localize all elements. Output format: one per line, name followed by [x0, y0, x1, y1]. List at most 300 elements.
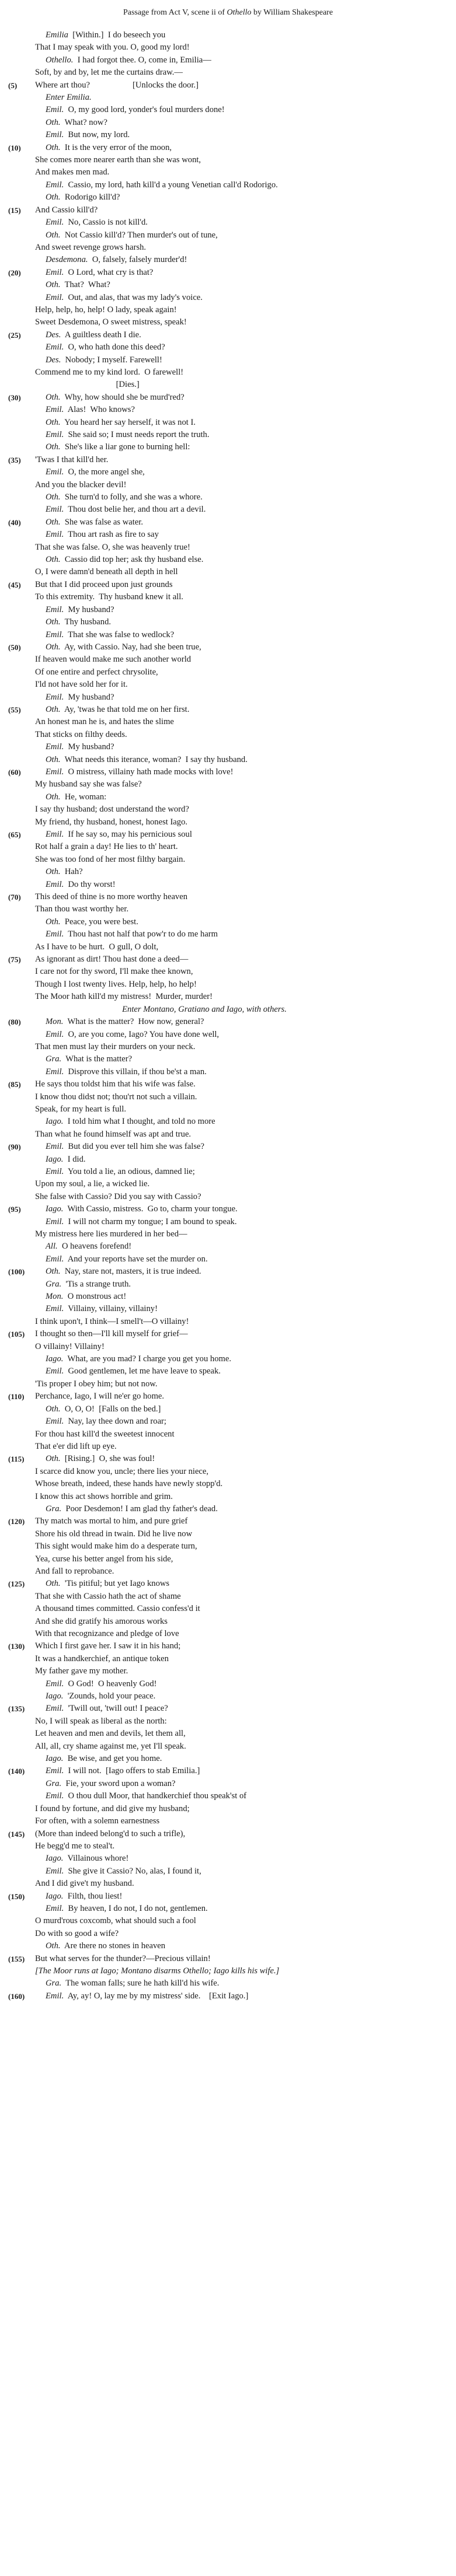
line-body — [35, 1354, 231, 1364]
line-text: My husband? — [64, 692, 114, 702]
line-number: (100) — [8, 1267, 25, 1277]
line-body — [35, 455, 108, 464]
line-text: Peace, you were best. — [60, 917, 138, 927]
line-body — [35, 1629, 179, 1638]
line-text: That sticks on filthy deeds. — [35, 729, 127, 739]
speaker-name: Des. — [46, 330, 61, 340]
line-body — [35, 467, 145, 477]
passage-line — [0, 1403, 444, 1415]
speaker-name: Oth. — [46, 1404, 61, 1414]
passage-line — [0, 629, 444, 641]
line-text: O murd'rous coxcomb, what should such a fool — [35, 1916, 196, 1926]
passage-line — [0, 1016, 444, 1028]
line-text: What? now? — [60, 117, 107, 127]
line-body — [35, 955, 188, 964]
speaker-name: Oth. — [46, 517, 61, 527]
line-text: Why, how should she be murd'red? — [60, 392, 185, 402]
line-text: If heaven would make me such another world — [35, 655, 192, 665]
line-text: I know thou didst not; thou'rt not such a villain. — [35, 1092, 197, 1102]
line-number: (135) — [8, 1704, 25, 1714]
line-body — [35, 330, 141, 340]
line-text: What is the matter? — [61, 1054, 133, 1064]
line-text: What is the matter? How now, general? — [63, 1017, 204, 1027]
passage-line — [0, 1141, 444, 1153]
passage-line — [0, 829, 444, 841]
line-body — [35, 1292, 126, 1301]
passage-line — [0, 729, 444, 741]
line-text: She's like a liar gone to burning hell: — [60, 442, 190, 452]
line-text: She was too fond of her most filthy bargain. — [35, 854, 186, 864]
line-body — [35, 942, 158, 952]
line-body — [35, 530, 159, 539]
passage-line — [0, 591, 444, 603]
passage-line — [0, 978, 444, 991]
line-text: 'Zounds, hold your peace. — [63, 1691, 156, 1701]
line-body — [35, 1204, 238, 1214]
passage-line — [0, 704, 444, 716]
passage-line — [0, 454, 444, 466]
line-text: Thou art rash as fire to say — [64, 530, 159, 540]
passage-line — [0, 279, 444, 291]
line-text: Cassio did top her; ask thy husband else. — [60, 555, 204, 565]
line-text: With that recognizance and pledge of love — [35, 1629, 179, 1638]
speaker-name: Emil. — [46, 1866, 64, 1876]
line-body — [35, 317, 187, 327]
passage-line — [0, 404, 444, 416]
speaker-name: Iago. — [46, 1117, 64, 1127]
line-body — [35, 1017, 204, 1026]
passage-line — [0, 778, 444, 791]
passage-line — [0, 541, 444, 554]
speaker-name: Iago. — [46, 1204, 64, 1214]
line-text: A thousand times committed. Cassio confess'd it — [35, 1604, 200, 1614]
passage-line — [0, 1890, 444, 1903]
line-text: And sweet revenge grows harsh. — [35, 242, 147, 252]
line-body — [35, 1317, 189, 1326]
speaker-name: Emil. — [46, 630, 64, 639]
line-body — [35, 1167, 195, 1176]
passage-line — [0, 1690, 444, 1703]
speaker-name: Emilia — [46, 30, 68, 40]
line-body — [35, 1941, 165, 1951]
line-body — [35, 1929, 119, 1938]
passage-line — [0, 292, 444, 304]
passage-line — [0, 516, 444, 529]
line-text: Whose breath, indeed, these hands have newly stopp'd. — [35, 1479, 223, 1489]
passage-line — [0, 1865, 444, 1878]
line-body — [35, 580, 173, 589]
line-body — [35, 368, 183, 377]
line-number: (145) — [8, 1829, 25, 1838]
passage-line — [0, 354, 444, 366]
passage-line — [0, 866, 444, 878]
passage-header — [0, 8, 456, 18]
passage-line — [0, 1565, 444, 1578]
line-body — [35, 717, 174, 726]
line-body — [35, 1342, 105, 1351]
speaker-name: Iago. — [46, 1854, 64, 1864]
line-body — [35, 492, 203, 502]
line-text: O, the more angel she, — [64, 467, 145, 477]
passage-line — [0, 1341, 444, 1353]
passage-line — [0, 1053, 444, 1065]
line-body — [35, 130, 130, 139]
line-body — [35, 1704, 168, 1713]
speaker-name: Emil. — [46, 430, 64, 439]
passage-line — [0, 791, 444, 803]
line-text: Thy husband. — [60, 617, 112, 627]
speaker-name: Oth. — [46, 142, 61, 152]
line-body — [35, 68, 183, 77]
line-text: But what serves for the thunder?—Precious villain! — [35, 1953, 211, 1963]
line-body — [35, 1691, 155, 1701]
speaker-name: Mon. — [46, 1292, 64, 1302]
speaker-name: Oth. — [46, 117, 61, 127]
passage-line — [0, 1578, 444, 1590]
line-text: Than thou wast worthy her. — [35, 904, 129, 914]
passage-line — [0, 29, 444, 41]
line-body — [35, 830, 192, 839]
line-body — [35, 1366, 221, 1376]
line-body — [35, 1892, 122, 1901]
line-text: That I may speak with you. O, good my lord! — [35, 43, 190, 53]
passage-line — [0, 1591, 444, 1603]
speaker-name: Oth. — [46, 792, 61, 802]
passage-line — [0, 216, 444, 229]
line-text: O, are you come, Iago? You have done well, — [64, 1029, 220, 1039]
speaker-name: Oth. — [46, 617, 61, 627]
passage-line — [0, 916, 444, 928]
line-body — [35, 1754, 162, 1763]
line-body — [35, 642, 201, 652]
line-body — [35, 193, 120, 202]
passage-line — [0, 1915, 444, 1927]
line-text: Be wise, and get you home. — [63, 1754, 162, 1764]
speaker-name: Emil. — [46, 505, 64, 515]
line-text: He, woman: — [60, 792, 107, 802]
line-body — [35, 342, 165, 352]
line-number: (105) — [8, 1330, 25, 1339]
line-body — [35, 1392, 164, 1401]
line-text: No, I will speak as liberal as the north: — [35, 1716, 167, 1726]
passage-line — [0, 329, 444, 341]
passage-line — [0, 1728, 444, 1740]
speaker-name: Emil. — [46, 1254, 64, 1264]
line-body — [35, 93, 92, 102]
passage-line — [0, 554, 444, 566]
speaker-name: Enter Montano, Gratiano and Iago, with others. — [122, 1004, 287, 1014]
line-number: (50) — [8, 642, 21, 652]
line-body — [35, 917, 138, 927]
line-number: (140) — [8, 1767, 25, 1776]
line-text: Speak, for my heart is full. — [35, 1104, 127, 1114]
passage-line — [0, 267, 444, 279]
line-body — [35, 1492, 173, 1501]
passage-line — [0, 1778, 444, 1790]
passage-line — [0, 666, 444, 679]
line-body — [35, 755, 248, 764]
passage-line — [0, 54, 444, 67]
passage-line — [0, 1128, 444, 1141]
passage-line — [0, 1665, 444, 1677]
passage-line — [0, 691, 444, 704]
speaker-name: Des. — [46, 355, 61, 365]
speaker-name: Emil. — [46, 1142, 64, 1152]
line-body — [35, 855, 185, 864]
passage-line — [0, 1453, 444, 1465]
line-body — [35, 555, 203, 564]
line-body — [35, 280, 110, 289]
passage-line — [0, 1753, 444, 1765]
line-text: 'Tis proper I obey him; but not now. — [35, 1379, 158, 1389]
passage-line — [0, 1240, 444, 1253]
passage-line — [0, 653, 444, 666]
passage-line — [0, 242, 444, 254]
line-number: (130) — [8, 1642, 25, 1651]
speaker-name: Oth. — [46, 492, 61, 502]
passage-line — [0, 991, 444, 1003]
line-text: Out, and alas, that was my lady's voice. — [64, 292, 203, 302]
line-text: I had forgot thee. O, come in, Emilia— — [73, 55, 211, 65]
line-body — [35, 1666, 128, 1676]
line-body — [35, 1567, 114, 1576]
line-body — [35, 1854, 128, 1863]
line-body — [35, 1105, 126, 1114]
line-text: As ignorant as dirt! Thou hast done a deed— — [35, 955, 189, 964]
line-text: Villainy, villainy, villainy! — [64, 1304, 158, 1314]
line-body — [35, 1079, 196, 1089]
line-body — [35, 430, 210, 439]
speaker-name: Emil. — [46, 830, 64, 839]
line-body — [35, 1554, 173, 1564]
line-body — [35, 1030, 219, 1039]
speaker-name: Oth. — [46, 867, 61, 877]
line-text: [The Moor runs at Iago; Montano disarms Othello; Iago kills his wife.] — [35, 1966, 280, 1976]
passage-line — [0, 1815, 444, 1827]
passage-line — [0, 142, 444, 154]
passage-line — [0, 67, 444, 79]
line-text: That she was false. O, she was heavenly true! — [35, 542, 190, 552]
speaker-name: Desdemona. — [46, 255, 88, 265]
line-number: (110) — [8, 1392, 25, 1401]
passage-line — [0, 766, 444, 778]
passage-line — [0, 679, 444, 691]
passage-line — [0, 879, 444, 891]
line-body — [35, 1229, 187, 1239]
passage-line — [0, 1940, 444, 1952]
line-body — [35, 1242, 131, 1251]
line-body — [35, 1604, 200, 1613]
line-text: Rot half a grain a day! He lies to th' heart. — [35, 842, 178, 852]
passage-line — [0, 1029, 444, 1041]
passage-line — [0, 466, 444, 478]
speaker-name: Emil. — [46, 692, 64, 702]
line-text: By heaven, I do not, I do not, gentlemen. — [64, 1903, 208, 1913]
line-body — [35, 1966, 279, 1976]
passage-line — [0, 854, 444, 866]
speaker-name: Oth. — [46, 280, 61, 290]
line-body — [35, 442, 190, 452]
line-text: And fall to reprobance. — [35, 1566, 114, 1576]
speaker-name: Oth. — [46, 704, 61, 714]
line-text: For often, with a solemn earnestness — [35, 1816, 160, 1826]
line-number: (95) — [8, 1205, 21, 1214]
passage-line — [0, 803, 444, 816]
passage-line — [0, 179, 444, 191]
passage-line — [0, 79, 444, 92]
passage-line — [0, 417, 444, 429]
line-text: I scarce did know you, uncle; there lies your niece, — [35, 1466, 209, 1476]
passage-line — [0, 1790, 444, 1802]
line-text: Alas! Who knows? — [64, 405, 135, 415]
speaker-name: Gra. — [46, 1979, 62, 1988]
line-body — [35, 693, 114, 702]
line-text: O villainy! Villainy! — [35, 1341, 105, 1351]
speaker-name: Emil. — [46, 1166, 64, 1176]
line-body — [35, 630, 174, 639]
passage-line — [0, 741, 444, 753]
speaker-name: Iago. — [46, 1754, 64, 1764]
speaker-name: Oth. — [46, 417, 61, 427]
line-number: (80) — [8, 1018, 21, 1027]
passage-line — [0, 1353, 444, 1365]
line-body — [35, 543, 190, 552]
line-text: Shore his old thread in twain. Did he live now — [35, 1529, 193, 1539]
passage-line — [0, 1091, 444, 1103]
line-text: Help, help, ho, help! O lady, speak again! — [35, 305, 177, 314]
line-body — [35, 405, 135, 414]
speaker-name: Gra. — [46, 1778, 62, 1788]
line-number: (75) — [8, 955, 21, 964]
passage-line — [0, 1466, 444, 1478]
line-number: (150) — [8, 1892, 25, 1901]
line-body — [35, 355, 162, 365]
speaker-name: Emil. — [46, 879, 64, 889]
line-text: [Dies.] — [35, 380, 140, 390]
line-body — [35, 880, 116, 889]
line-text: Ay, 'twas he that told me on her first. — [60, 704, 190, 714]
line-text: An honest man he is, and hates the slime — [35, 717, 174, 727]
speaker-name: Iago. — [46, 1691, 64, 1701]
passage-line — [0, 1216, 444, 1228]
speaker-name: Oth. — [46, 1454, 61, 1464]
line-body — [35, 1429, 175, 1439]
line-body — [35, 230, 218, 240]
line-text: O thou dull Moor, that handkerchief thou speak'st of — [64, 1791, 247, 1801]
line-text: I found by fortune, and did give my husband; — [35, 1803, 190, 1813]
line-text: You told a lie, an odious, damned lie; — [64, 1166, 195, 1176]
line-body — [35, 180, 278, 190]
passage-line — [0, 229, 444, 242]
speaker-name: Emil. — [46, 1067, 64, 1076]
line-text: Upon my soul, a lie, a wicked lie. — [35, 1179, 150, 1189]
line-body — [35, 105, 225, 114]
passage-line — [0, 1953, 444, 1965]
line-body — [35, 867, 83, 876]
speaker-name: Emil. — [46, 1366, 64, 1376]
passage-line — [0, 1041, 444, 1053]
passage-line — [0, 1653, 444, 1665]
line-number: (125) — [8, 1579, 25, 1589]
passage-line — [0, 566, 444, 578]
passage-line — [0, 1266, 444, 1278]
line-text: Rodorigo kill'd? — [60, 193, 120, 202]
line-text: Yea, curse his better angel from his side, — [35, 1554, 173, 1564]
line-text: I care not for thy sword, I'll make thee known, — [35, 967, 193, 977]
line-text: O, O, O! [Falls on the bed.] — [60, 1404, 161, 1414]
speaker-name: Oth. — [46, 1941, 61, 1951]
line-text: The Moor hath kill'd my mistress! Murder, murder! — [35, 992, 213, 1002]
passage-line — [0, 616, 444, 628]
passage-line — [0, 579, 444, 591]
line-text: Ay, ay! O, lay me by my mistress' side. [Exit Iago.] — [64, 1991, 249, 2001]
passage-line — [0, 1928, 444, 1940]
line-text: O, I were damn'd beneath all depth in hell — [35, 567, 178, 577]
speaker-name: Emil. — [46, 1679, 64, 1689]
passage-line — [0, 1803, 444, 1815]
passage-line — [0, 1828, 444, 1840]
header-suffix: by William Shakespeare — [251, 8, 333, 17]
line-body — [35, 904, 128, 914]
line-body — [35, 1404, 161, 1414]
line-body — [35, 1155, 86, 1164]
line-body — [35, 1192, 201, 1201]
line-body — [35, 1504, 218, 1514]
line-body — [35, 1841, 114, 1851]
line-body — [35, 1516, 187, 1526]
passage-line — [0, 41, 444, 54]
speaker-name: Emil. — [46, 105, 64, 115]
line-body — [35, 967, 193, 976]
line-text: Hah? — [60, 867, 83, 877]
speaker-name: Iago. — [46, 1891, 64, 1901]
speaker-name: Gra. — [46, 1279, 62, 1289]
speaker-name: Emil. — [46, 1217, 64, 1226]
line-number: (5) — [8, 81, 18, 90]
line-text: 'Twas I that kill'd her. — [35, 455, 109, 464]
line-body — [35, 667, 158, 677]
line-body — [35, 742, 114, 752]
speaker-name: Emil. — [46, 405, 64, 415]
speaker-name: Emil. — [46, 604, 64, 614]
line-body — [35, 842, 178, 851]
line-body — [35, 1217, 237, 1226]
line-text: Nay, lay thee down and roar; — [64, 1417, 166, 1427]
line-body — [35, 730, 127, 739]
passage-line — [0, 479, 444, 491]
passage-line — [0, 941, 444, 953]
speaker-name: Emil. — [46, 1417, 64, 1427]
line-body — [35, 1254, 208, 1264]
passage-line — [0, 1603, 444, 1615]
line-body — [35, 1117, 215, 1126]
line-text: He begg'd me to steal't. — [35, 1841, 115, 1851]
line-text: Cassio, my lord, hath kill'd a young Venetian call'd Rodorigo. — [64, 180, 278, 190]
line-body — [35, 1529, 192, 1539]
line-body — [35, 1867, 201, 1876]
line-text: It was a handkerchief, an antique token — [35, 1654, 169, 1663]
line-text: O mistress, villainy hath made mocks with love! — [64, 767, 234, 777]
speaker-name: Emil. — [46, 1903, 64, 1913]
line-number: (120) — [8, 1517, 25, 1526]
line-body — [35, 1304, 158, 1313]
line-text: [Within.] I do beseech you — [68, 30, 166, 40]
passage-line — [0, 204, 444, 216]
passage-line — [0, 1540, 444, 1553]
passage-line — [0, 1878, 444, 1890]
line-number: (65) — [8, 830, 21, 839]
line-body — [35, 380, 140, 389]
